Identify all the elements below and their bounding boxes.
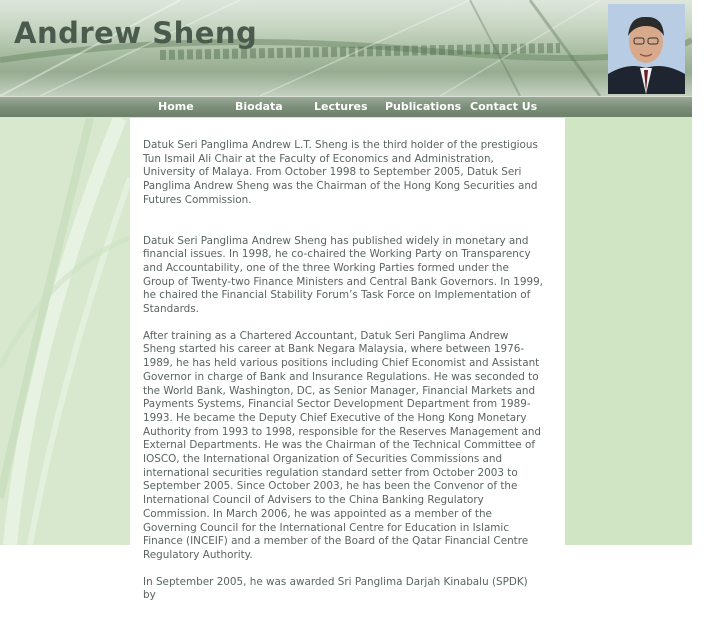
portrait-photo bbox=[608, 4, 685, 94]
biography-content bbox=[143, 139, 543, 630]
nav-bar bbox=[0, 96, 692, 118]
leaf-decoration bbox=[0, 118, 130, 545]
nav-lectures-link[interactable]: Lectures bbox=[314, 100, 368, 113]
nav-biodata-link[interactable]: Biodata bbox=[235, 100, 283, 113]
bio-paragraph-1: Datuk Seri Panglima Andrew L.T. Sheng is the third holder of the prestigious Tun Ismail Ali Chair at the Faculty of Economics and Administration, University of Malaya. From October 1998 to September 2005, Datuk Seri Panglima Andrew Sheng was the Chairman of the Hong Kong Securities and Futures Commission. bbox=[143, 139, 538, 206]
site-title: Andrew Sheng bbox=[14, 16, 258, 50]
nav-contact-us-link[interactable]: Contact Us bbox=[470, 100, 538, 113]
left-decorative-panel bbox=[0, 118, 130, 545]
nav-home-link[interactable]: Home bbox=[158, 100, 194, 113]
bio-paragraph-3: After training as a Chartered Accountant, Datuk Seri Panglima Andrew Sheng started his career at Bank Negara Malaysia, where between 1976-1989, he has held various positions including Chief Economist and Assistant Governor in charge of Bank and Insurance Regulations. He was seconded to the World Bank, Washington, DC, as Senior Manager, Financial Markets and Payments Systems, Financial Sector Development Department from 1989-1993. He became the Deputy Chief Executive of the Hong Kong Monetary Authority from 1993 to 1998, responsible for the Reserves Management and External Departments. He was the Chairman of the Technical Committee of IOSCO, the International Organization of Securities Commissions and international securities regulation standard setter from October 2003 to September 2005. Since October 2003, he has been the Convenor of the International Council of Advisers to the China Banking Regulatory Commission. In March 2006, he was appointed as a member of the Governing Council for the International Centre for Education in Islamic Finance (INCEIF) and a member of the Board of the Qatar Financial Centre Regulatory Authority. bbox=[143, 329, 541, 561]
bio-paragraph-2: Datuk Seri Panglima Andrew Sheng has published widely in monetary and financial issues. In 1998, he co-chaired the Working Party on Transparency and Accountability, one of the three Working Parties formed under the Group of Twenty-two Finance Ministers and Central Bank Governors. In 1999, he chaired the Financial Stability Forum’s Task Force on Implementation of Standards. bbox=[143, 234, 543, 316]
header-banner bbox=[0, 0, 692, 96]
bio-paragraph-4: In September 2005, he was awarded Sri Panglima Darjah Kinabalu (SPDK) by bbox=[143, 575, 528, 602]
nav-publications-link[interactable]: Publications bbox=[385, 100, 462, 113]
right-decorative-panel bbox=[565, 118, 692, 545]
